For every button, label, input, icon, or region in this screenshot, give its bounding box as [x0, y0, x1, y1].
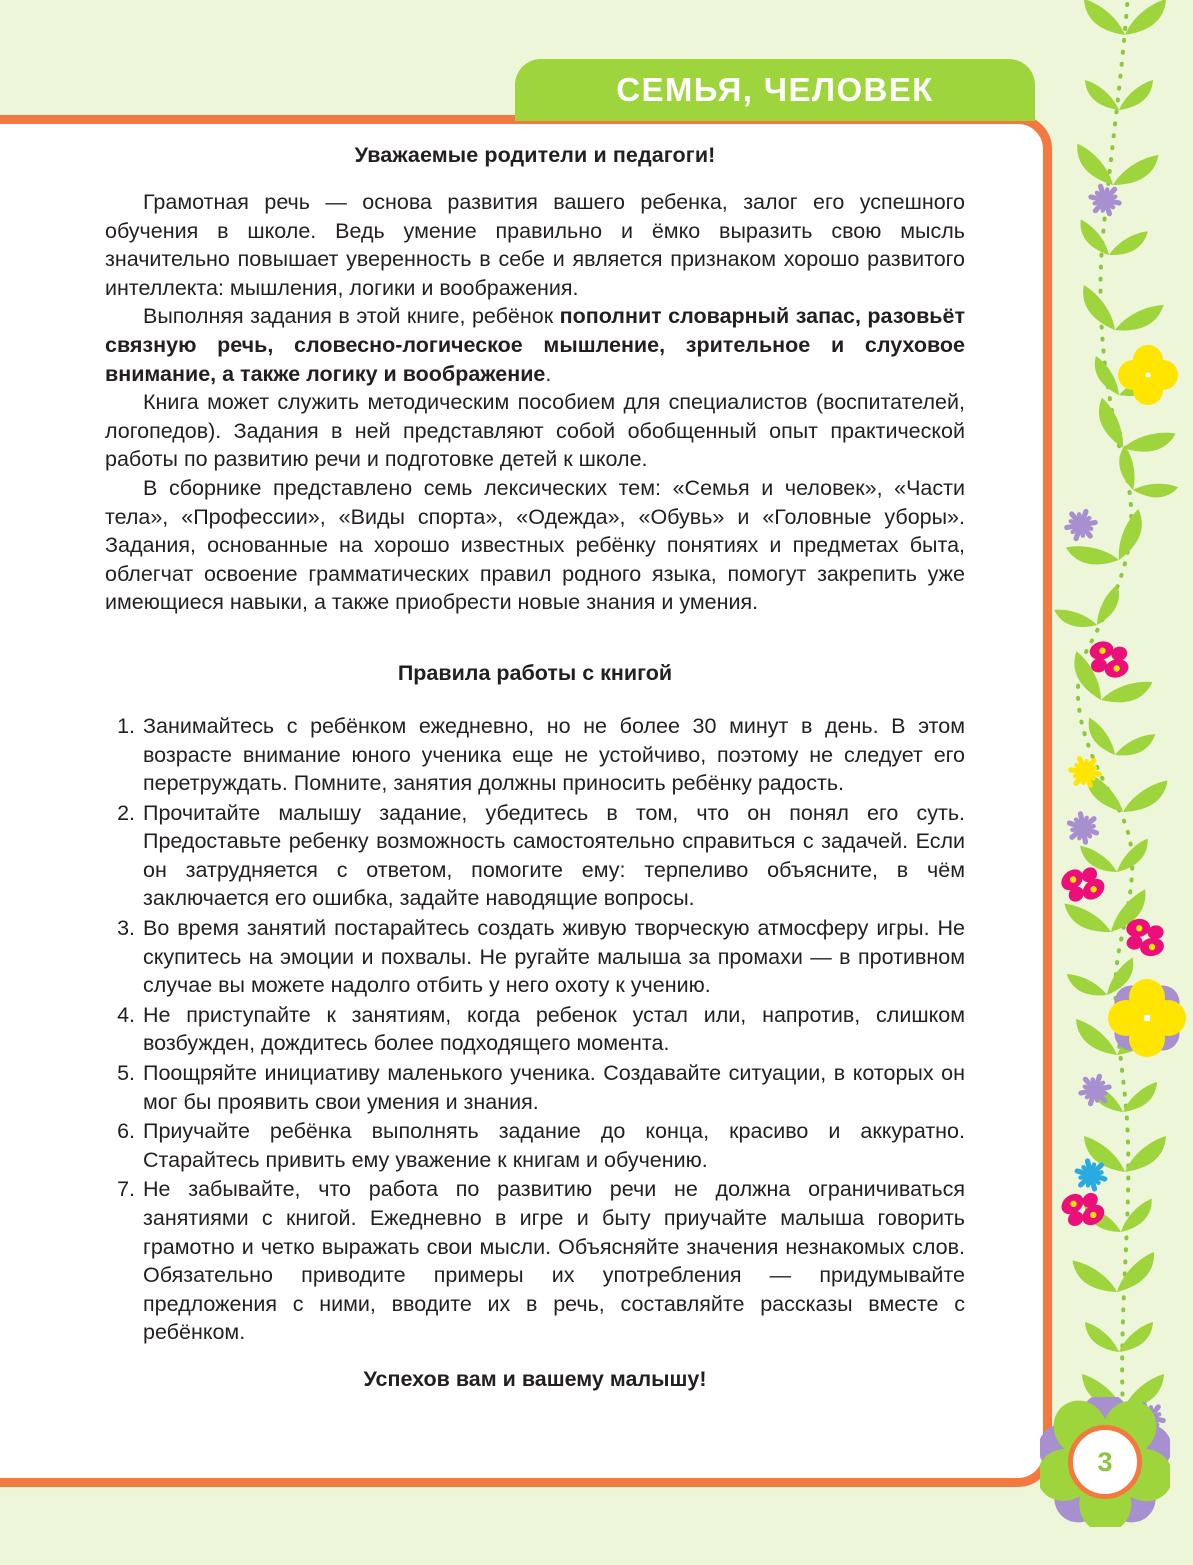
rule-text: Поощряйте инициативу маленького ученика. Создавайте ситуации, в которых он мог бы проявить свои умения и знания. [143, 1061, 965, 1114]
rule-item [105, 1001, 965, 1058]
rule-text: Не приступайте к занятиям, когда ребенок устал или, напротив, слишком возбужден, дождитесь более подходящего момента. [143, 1002, 965, 1056]
page-title: Уважаемые родители и педагоги! [354, 143, 716, 167]
chapter-tab-label: СЕМЬЯ, ЧЕЛОВЕК [616, 71, 934, 108]
page-number-value: 3 [1097, 1446, 1113, 1477]
paragraph [105, 388, 965, 474]
rule-item [105, 799, 965, 913]
rule-item [105, 1117, 965, 1174]
rule-number: 1. [117, 713, 135, 738]
paragraph-text: В сборнике представлено семь лексических тем: «Семья и человек», «Части тела», «Профессии», «Виды спорта», «Одежда», «Обувь» и «Головные уборы». Задания, основанные на хорошо известных ребёнку понятиях и предметах быта, облегчат освоение грамматических правил родного языка, помогут закрепить уже имеющиеся навыки, а также приобрести новые знания и умения. [105, 475, 965, 615]
rule-item [105, 1175, 965, 1347]
paragraph-text: Грамотная речь — основа развития вашего ребенка, залог его успешного обучения в школе. Ведь умение правильно и ёмко выразить свою мысль значительно повышает уверенность в себе и является признаком хорошо развитого интеллекта: мышления, логики и воображения. [105, 190, 965, 300]
rule-text: Во время занятий постарайтесь создать живую творческую атмосферу игры. Не скупитесь на эмоции и похвалы. Не ругайте малыша за промахи — в противном случае вы можете надолго отбить у него охоту к учению. [143, 916, 965, 998]
rule-item [105, 1059, 965, 1116]
rules-heading: Правила работы с книгой [397, 660, 673, 685]
chapter-tab [515, 59, 1035, 121]
rules-list [105, 712, 965, 1347]
paragraph-emphasis: пополнит словарный запас, разовьёт связную речь, словесно-логическое мышление, зрительное и слуховое внимание, а также логику и воображение [105, 304, 965, 386]
content-sheet [0, 115, 1052, 1487]
rule-text: Занимайтесь с ребёнком ежедневно, но не более 30 минут в день. В этом возрасте внимание юного ученика еще не устойчиво, поэтому не следует его перетруждать. Помните, занятия должны приносить ребёнку радость. [143, 713, 965, 796]
page-number-circle [1068, 1425, 1142, 1499]
paragraph [105, 474, 965, 617]
intro-paragraphs [105, 188, 965, 617]
rule-number: 3. [117, 916, 135, 941]
rule-text: Приучайте ребёнка выполнять задание до конца, красиво и аккуратно. Старайтесь привить ему уважение к книгам и обучению. [143, 1119, 965, 1172]
rule-number: 2. [117, 800, 135, 825]
paragraph-text: Книга может служить методическим пособием для специалистов (воспитателей, логопедов). Задания в ней представляют собой обобщенный опыт практической работы по развитию речи и подготовке детей к школе. [105, 390, 965, 472]
floral-vine-border [1053, 0, 1193, 1565]
closing-line: Успехов вам и вашему малышу! [363, 1366, 707, 1391]
rule-item [105, 712, 965, 798]
text-column [105, 143, 965, 1473]
paragraph-text: . [545, 361, 552, 386]
rule-text: Не забывайте, что работа по развитию речи не должна ограничиваться занятиями с книгой. Ежедневно в игре и быту приучайте малыша говорить грамотно и четко выражать свои мысли. Объясняйте значения незнакомых слов. Обязательно приводите примеры их употребления — придумывайте предложения с ними, вводите их в речь, составляйте рассказы вместе с ребёнком. [143, 1177, 965, 1345]
paragraph-text: Выполняя задания в этой книге, ребёнок [143, 304, 560, 329]
rule-number: 4. [117, 1002, 135, 1027]
rule-number: 6. [117, 1119, 135, 1144]
rule-item [105, 914, 965, 1000]
paragraph [105, 188, 965, 302]
flower-page-badge [1040, 1397, 1170, 1527]
rule-number: 7. [117, 1177, 135, 1202]
rule-number: 5. [117, 1061, 135, 1086]
paragraph [105, 302, 965, 388]
rule-text: Прочитайте малышу задание, убедитесь в том, что он понял его суть. Предоставьте ребенку возможность самостоятельно справиться с задачей. Если он затрудняется с ответом, помогите ему: терпеливо объясните, в чём заключается его ошибка, задайте наводящие вопросы. [143, 800, 965, 911]
